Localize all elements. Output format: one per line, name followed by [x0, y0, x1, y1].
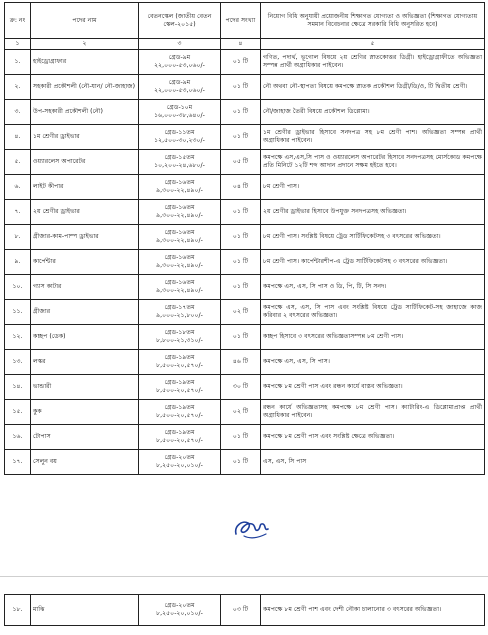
qualification-cell: কমপক্ষে ৮ম শ্রেণী পাস এবং সংশ্লিষ্ট ক্ষেত্রে অভিজ্ঞতা।	[261, 425, 485, 450]
serial-cell: ১.	[5, 50, 31, 75]
page-gap	[0, 553, 488, 575]
pay-grade: গ্রেড-২০তম	[164, 602, 195, 610]
post-count-cell: ০২ টি	[221, 400, 261, 425]
pay-scale-cell	[139, 250, 221, 275]
post-name-cell: গ্রীজার	[31, 300, 139, 325]
table-row	[5, 425, 485, 450]
pay-scale-range: ১০,২০০-২৪,৬৮০/-	[154, 162, 205, 169]
post-count-cell: ০৪ টি	[221, 175, 261, 200]
pay-scale-range: ৯,৩০০-২২,৪৯০/-	[156, 212, 203, 219]
pay-scale-range: ৮,২৫০-২০,০১০/-	[156, 610, 203, 617]
table-row	[5, 50, 485, 75]
post-name-cell: লস্কর	[31, 350, 139, 375]
pay-scale-cell	[139, 450, 221, 475]
post-name-cell: সেলুন বয়	[31, 450, 139, 475]
table-header-row	[5, 3, 485, 39]
post-name-cell: গ্যাস কাটার	[31, 275, 139, 300]
table-row	[5, 400, 485, 425]
post-count-cell: ৪৬ টি	[221, 350, 261, 375]
qualification-cell: গণিত, পদার্থ, ভূগোল বিষয়ে ২য় শ্রেণির স্নাতকোত্তর ডিগ্রী। হাইড্রোগ্রাফীতে অভিজ্ঞতা সম্পন্ন প্রার্থী অগ্রাধিকার পাইবেন।	[261, 50, 485, 75]
qualification-cell: ৮ম শ্রেণী পাস।	[261, 175, 485, 200]
post-name-cell: ভান্ডারী	[31, 375, 139, 400]
table-row	[5, 275, 485, 300]
post-name-cell: হাইড্রোগ্রাফার	[31, 50, 139, 75]
qualification-cell: কমপক্ষে এস, এস, সি পাস ও ডি, পি, টি, সি সনদ।	[261, 275, 485, 300]
pay-grade: গ্রেড-১৬তম	[164, 179, 195, 187]
table-row	[5, 100, 485, 125]
table-row	[5, 350, 485, 375]
pay-scale-range: ২২,০০০-৫৩,০৬০/-	[154, 62, 205, 69]
serial-cell: ৬.	[5, 175, 31, 200]
pay-grade: গ্রেড-১৯তম	[164, 379, 195, 387]
qualification-cell: কচ্ছপ হিসাবে ৩ বৎসরের অভিজ্ঞতাসম্পন্ন ৮ম শ্রেণী পাস।	[261, 325, 485, 350]
qualification-cell: কমপক্ষে এস, এস, সি পাস।	[261, 350, 485, 375]
qualification-cell: ৮ম শ্রেণী পাস। সংশ্লিষ্ট বিষয়ে ট্রেড সার্টিফিকেটসহ ৩ বৎসরের অভিজ্ঞতা।	[261, 225, 485, 250]
header-post: পদের নাম	[31, 3, 139, 39]
table-row	[5, 595, 485, 626]
table-row	[5, 250, 485, 275]
pay-scale-range: ৯,৩০০-২২,৪৯০/-	[156, 262, 203, 269]
qualification-cell: নৌ/জাহাজ তৈরী বিষয়ে প্রকৌশল ডিপ্লোমা।	[261, 100, 485, 125]
serial-cell: ৩.	[5, 100, 31, 125]
post-count-cell: ০১ টি	[221, 250, 261, 275]
pay-scale-cell	[139, 375, 221, 400]
table-row	[5, 75, 485, 100]
post-name-cell: টোপাস	[31, 425, 139, 450]
qualification-cell: ১ম শ্রেণীর ড্রাইভার হিসাবে সনদপত্র সহ ৮ম শ্রেণী পাশ। অভিজ্ঞতা সম্পন্ন প্রার্থী অগ্রাধিকার পাইবেন।	[261, 125, 485, 150]
pay-scale-cell	[139, 50, 221, 75]
post-count-cell: ০৫ টি	[221, 150, 261, 175]
column-index-row	[5, 39, 485, 50]
pay-scale-cell	[139, 200, 221, 225]
post-count-cell: ০১ টি	[221, 100, 261, 125]
serial-cell: ৭.	[5, 200, 31, 225]
qualification-cell: কমপক্ষে এস, এস, সি পাস এবং সংশ্লিষ্ট বিষয়ে ট্রেড সার্টিফিকেট-সহ জাহাজে কাজ করিবার ২ বৎসরের অভিজ্ঞতা।	[261, 300, 485, 325]
vacancy-table-continued	[4, 594, 485, 626]
post-name-cell: সহকারী প্রকৌশলী (নৌ-যান/ নৌ-জাহাজ)	[31, 75, 139, 100]
pay-scale-range: ৮,২৫০-২০,০১০/-	[156, 462, 203, 469]
post-count-cell: ৩০ টি	[221, 375, 261, 400]
pay-scale-range: ১২,৫০০-৩০,২৩০/-	[154, 137, 205, 144]
post-count-cell: ০১ টি	[221, 425, 261, 450]
post-name-cell: লাইট কীপার	[31, 175, 139, 200]
serial-cell: ১৪.	[5, 375, 31, 400]
post-name-cell: ওয়্যারলেস অপারেটর	[31, 150, 139, 175]
pay-scale-cell	[139, 125, 221, 150]
post-count-cell: ০১ টি	[221, 225, 261, 250]
serial-cell: ১৩.	[5, 350, 31, 375]
qualification-cell: ২য় শ্রেণীর ড্রাইভার হিসাবে উপযুক্ত সনদপত্রসহ অভিজ্ঞতা।	[261, 200, 485, 225]
header-pay-scale: বেতনস্কেল (জাতীয় বেতন স্কেল-২০১৫)	[139, 3, 221, 39]
qualification-cell: কমপক্ষে ৮ম শ্রেণী পাশ এবং দেশী নৌকা চালানোর ৩ বৎসরের অভিজ্ঞতা।	[261, 595, 485, 626]
pay-scale-cell	[139, 75, 221, 100]
pay-scale-cell	[139, 595, 221, 626]
post-name-cell: ২য় শ্রেণীর ড্রাইভার	[31, 200, 139, 225]
qualification-cell: কমপক্ষে এস,এস,সি পাস ও ওয়্যারলেস অপারেটর হিসাবে সনদপত্রসহ মোর্সকোড কমপক্ষে প্রতি মিনিটে ১২টি শব্দ আদান প্রদানে সক্ষম হইতে হবে।	[261, 150, 485, 175]
serial-cell: ১২.	[5, 325, 31, 350]
table-row	[5, 225, 485, 250]
column-index: ১	[5, 39, 31, 50]
pay-scale-range: ৯,৩০০-২২,৪৯০/-	[156, 187, 203, 194]
serial-cell: ৯.	[5, 250, 31, 275]
pay-grade: গ্রেড-১৯তম	[164, 404, 195, 412]
post-count-cell: ০১ টি	[221, 450, 261, 475]
table-row	[5, 200, 485, 225]
pay-scale-range: ৯,৩০০-২২,৪৯০/-	[156, 287, 203, 294]
table-row	[5, 150, 485, 175]
qualification-cell: ৮ম শ্রেণী পাস। কার্পেন্টারশীপ-এ ট্রেড সার্টিফিকেটসহ ৩ বৎসরের অভিজ্ঞতা।	[261, 250, 485, 275]
table-row	[5, 125, 485, 150]
post-name-cell: মাঝি	[31, 595, 139, 626]
pay-scale-cell	[139, 175, 221, 200]
post-count-cell: ০১ টি	[221, 325, 261, 350]
pay-scale-range: ৮,৫০০-২০,৫৭০/-	[156, 437, 203, 444]
table-row	[5, 450, 485, 475]
post-name-cell: গ্রীজার-কাম-পাম্প ড্রাইভার	[31, 225, 139, 250]
column-index: ২	[31, 39, 139, 50]
pay-scale-cell	[139, 400, 221, 425]
pay-grade: গ্রেড-১৭তম	[164, 304, 195, 312]
pay-grade: গ্রেড-১৬তম	[164, 254, 195, 262]
pay-grade: গ্রেড-১৮তম	[164, 329, 195, 337]
pay-grade: গ্রেড-১৯তম	[164, 354, 195, 362]
post-count-cell: ০৩ টি	[221, 595, 261, 626]
table-row	[5, 175, 485, 200]
post-name-cell: কচ্ছপ (ডেক)	[31, 325, 139, 350]
pay-scale-cell	[139, 300, 221, 325]
table-row	[5, 300, 485, 325]
pay-scale-range: ৮,৫০০-২০,৫৭০/-	[156, 362, 203, 369]
serial-cell: ১৬.	[5, 425, 31, 450]
serial-cell: ৪.	[5, 125, 31, 150]
serial-cell: ১৫.	[5, 400, 31, 425]
pay-grade: গ্রেড-১৯তম	[164, 429, 195, 437]
post-count-cell: ০১ টি	[221, 275, 261, 300]
pay-grade: গ্রেড-১৫তম	[164, 154, 195, 162]
post-name-cell: কার্পেন্টার	[31, 250, 139, 275]
serial-cell: ১৮.	[5, 595, 31, 626]
column-index: ৪	[221, 39, 261, 50]
qualification-cell: রন্ধন কার্যে অভিজ্ঞতাসহ কমপক্ষে ৮ম শ্রেণী পাস। ক্যাটারিং-এ ডিপ্লোমাপ্রাপ্ত প্রার্থী অগ্রাধিকার পাইবেন।	[261, 400, 485, 425]
pay-scale-range: ৯,০০০-২১,৮০০/-	[156, 312, 203, 319]
column-index: ৫	[261, 39, 485, 50]
serial-cell: ৫.	[5, 150, 31, 175]
post-count-cell: ০১ টি	[221, 75, 261, 100]
qualification-cell: নৌ অথবা নৌ-স্থাপত্য বিষয়ে কমপক্ষে স্নাতক প্রকৌশল ডিগ্রী/ডি/ও, টি দ্বিতীয় শ্রেণী।	[261, 75, 485, 100]
pay-scale-range: ১৬,০০০-৩৮,৬৪০/-	[154, 112, 205, 119]
serial-cell: ১১.	[5, 300, 31, 325]
signature	[230, 514, 274, 544]
pay-scale-cell	[139, 325, 221, 350]
qualification-cell: কমপক্ষে ৮ম শ্রেণী পাস এবং রন্ধন কার্যে বাস্তব অভিজ্ঞতা।	[261, 375, 485, 400]
pay-grade: গ্রেড-১৬তম	[164, 279, 195, 287]
pay-grade: গ্রেড-১০ম	[166, 104, 193, 112]
pay-scale-cell	[139, 275, 221, 300]
pay-scale-range: ৯,৩০০-২২,৪৯০/-	[156, 237, 203, 244]
pay-scale-cell	[139, 350, 221, 375]
vacancy-table	[4, 2, 485, 475]
pay-scale-cell	[139, 425, 221, 450]
pay-grade: গ্রেড-৯ম	[168, 79, 191, 87]
serial-cell: ১৭.	[5, 450, 31, 475]
header-serial: ক্র: নং	[5, 3, 31, 39]
serial-cell: ২.	[5, 75, 31, 100]
post-count-cell: ০১ টি	[221, 50, 261, 75]
serial-cell: ১০.	[5, 275, 31, 300]
pay-scale-cell	[139, 150, 221, 175]
post-name-cell: ১ম শ্রেণীর ড্রাইভার	[31, 125, 139, 150]
qualification-cell: এস, এস, সি পাস	[261, 450, 485, 475]
pay-scale-range: ৮,৮০০-২১,৩১০/-	[156, 337, 203, 344]
pay-grade: গ্রেড-২০তম	[164, 454, 195, 462]
header-post-count: পদের সংখ্যা	[221, 3, 261, 39]
table-row	[5, 375, 485, 400]
post-count-cell: ০১ টি	[221, 200, 261, 225]
pay-grade: গ্রেড-৯ম	[168, 54, 191, 62]
pay-scale-range: ৮,৫০০-২০,৫৭০/-	[156, 387, 203, 394]
pay-scale-range: ৮,৫০০-২০,৫৭০/-	[156, 412, 203, 419]
pay-grade: গ্রেড-১১তম	[164, 129, 195, 137]
pay-scale-cell	[139, 100, 221, 125]
column-index: ৩	[139, 39, 221, 50]
pay-scale-cell	[139, 225, 221, 250]
page-separator	[0, 576, 488, 577]
table-row	[5, 325, 485, 350]
table-body	[5, 50, 485, 475]
post-count-cell: ০২ টি	[221, 300, 261, 325]
post-name-cell: কুক	[31, 400, 139, 425]
pay-grade: গ্রেড-১৬তম	[164, 204, 195, 212]
post-count-cell: ০১ টি	[221, 125, 261, 150]
serial-cell: ৮.	[5, 225, 31, 250]
header-qualification: নিয়োগ বিধি অনুযায়ী প্রয়োজনীয় শিক্ষাগত যোগ্যতা ও অভিজ্ঞতা (শিক্ষাগত যোগ্যতায় সমমান বিবেচনার ক্ষেত্রে সরকারি বিধি অনুসরিত হবে)	[261, 3, 485, 39]
pay-scale-range: ২২,০০০-৫৩,০৬০/-	[154, 87, 205, 94]
pay-grade: গ্রেড-১৬তম	[164, 229, 195, 237]
table-body-continued	[5, 595, 485, 626]
post-name-cell: উপ-সহকারী প্রকৌশলী (নৌ)	[31, 100, 139, 125]
